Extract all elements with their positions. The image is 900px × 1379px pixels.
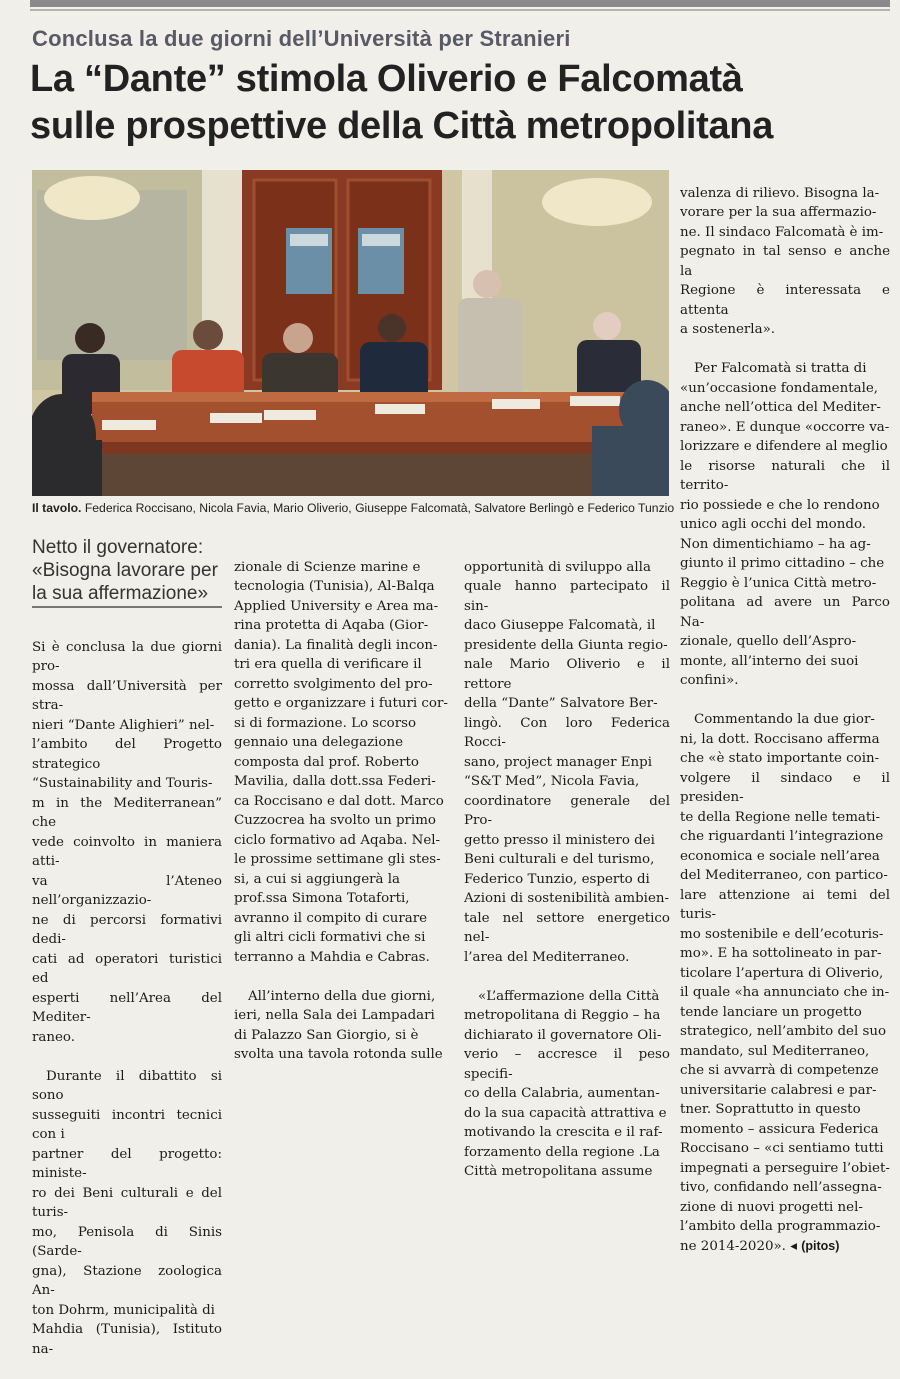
subhead-rule — [32, 606, 222, 608]
article-headline — [30, 56, 890, 150]
body-paragraph: Si è conclusa la due giorni pro- mossa dall’Università per stra- nieri “Dante Alighieri” nel- l’ambito del Progetto strategico “Sustainability and Touris- m in the Mediterranean” che vede coinvolto in maniera atti- va l’Ateneo nell’organizzazio- ne di percorsi formativi dedi- cati ad operatori turistici ed esperti nell’Area del Mediter- raneo. — [32, 639, 222, 1045]
headline-line-2: sulle prospettive della Città metropolitana — [30, 105, 774, 147]
body-paragraph-last — [680, 710, 890, 1256]
headline-line-1: La “Dante” stimola Oliverio e Falcomatà — [30, 58, 743, 100]
body-paragraph: All’interno della due giorni, ieri, nella Sala dei Lampadari di Palazzo San Giorgio, si è svolta una tavola rotonda sulle — [234, 988, 443, 1062]
body-column-1 — [32, 618, 222, 1379]
author-signoff: (pitos) — [801, 1238, 840, 1253]
body-column-2 — [234, 538, 452, 1084]
body-paragraph: Per Falcomatà si tratta di «un’occasione fondamentale, anche nell’ottica del Mediter- raneo». E dunque «occorre va- lorizzare e difendere al meglio le risorse naturali che il territo- rio possiede e che lo rendono unico agli occhi del mondo. Non dimentichiamo – ha ag- giunto il primo cittadino – che Reggio è l’unica Città metro- politana ad avere un Parco Na- zionale, quello dell’Aspro- monte, all’interno dei suoi confini». — [680, 361, 890, 688]
caption-lead: Il tavolo. — [32, 501, 82, 515]
article-kicker: Conclusa la due giorni dell’Università per Stranieri — [32, 26, 571, 51]
body-column-4 — [680, 164, 890, 1276]
photo-illustration — [32, 170, 669, 496]
top-rule-thin — [30, 9, 890, 11]
body-paragraph-text: Commentando la due gior- ni, la dott. Roccisano afferma che «è stato importante coin- volgere il sindaco e il presiden- te della Regione nelle temati- che riguardanti l’integrazione economica e sociale nell’area del Mediterraneo, con partico- lare attenzione ai temi del turis- mo sostenibile e dell’ecoturis- mo». E ha sottolineato in par- ticolare l’apertura di Oliverio, il quale «ha annunciato che in- tende lanciare un progetto strategico, nell’ambito del suo mandato, sul Mediterraneo, che si avvarrà di competenze universitarie calabresi e par- tner. Soprattutto in questo momento – assicura Federica Roccisano – «ci sentiamo tutti impegnati a perseguire l’obiet- tivo, confidando nell’assegna- zione di nuovi progetti nel- l’ambito della programmazio- ne 2014-2020». ◂ — [680, 712, 890, 1254]
photo-caption — [32, 501, 675, 515]
article-subhead: Netto il governatore: «Bisogna lavorare per la sua affermazione» — [32, 537, 218, 604]
top-rule — [30, 0, 890, 7]
body-paragraph: «L’affermazione della Città metropolitana di Reggio – ha dichiarato il governatore Oli- verio – accresce il peso specifi- co della Calabria, aumentan- do la sua capacità attrattiva e motivando la crescita e il raf- forzamento della regione .La Città metropolitana assume — [464, 988, 670, 1179]
body-column-3 — [464, 538, 670, 1201]
caption-text: Federica Roccisano, Nicola Favia, Mario Oliverio, Giuseppe Falcomatà, Salvatore Berlingò e Federico Tunzio — [81, 501, 675, 515]
body-paragraph: zionale di Scienze marine e tecnologia (Tunisia), Al-Balqa Applied University e Area ma- rina protetta di Aqaba (Gior- dania). La finalità degli incon- tri era quella di verificare il corretto svolgimento del pro- getto e organizzare i futuri cor- si di formazione. Lo scorso gennaio una delegazione composta dal prof. Roberto Mavilia, dalla dott.ssa Federi- ca Roccisano e dal dott. Marco Cuzzocrea ha svolto un primo ciclo formativo ad Aqaba. Nel- le prossime settimane gli stes- si, a cui si aggiungerà la prof.ssa Simona Totaforti, avranno il compito di curare gli altri cicli formativi che si terranno a Mahdia e Cabras. — [234, 559, 448, 965]
body-paragraph: valenza di rilievo. Bisogna la- vorare per la sua affermazio- ne. Il sindaco Falcomatà è im- pegnato in tal senso e anche la Regione è interessata e attenta a sostenerla». — [680, 185, 890, 337]
body-paragraph: Durante il dibattito si sono susseguiti incontri tecnici con i partner del progetto: ministe- ro dei Beni culturali e del turis- mo, Penisola di Sinis (Sarde- gna), Stazione zoologica An- ton Dohrm, municipalità di Mahdia (Tunisia), Istituto na- — [32, 1068, 222, 1357]
article-photo — [32, 170, 669, 496]
body-paragraph: opportunità di sviluppo alla quale hanno partecipato il sin- daco Giuseppe Falcomatà, il presidente della Giunta regio- nale Mario Oliverio e il rettore della “Dante” Salvatore Ber- lingò. Con loro Federica Rocci- sano, project manager Enpi “S&T Med”, Nicola Favia, coordinatore generale del Pro- getto presso il ministero dei Beni culturali e del turismo, Federico Tunzio, esperto di Azioni di sostenibilità ambien- tale nel settore energetico nel- l’area del Mediterraneo. — [464, 559, 670, 965]
